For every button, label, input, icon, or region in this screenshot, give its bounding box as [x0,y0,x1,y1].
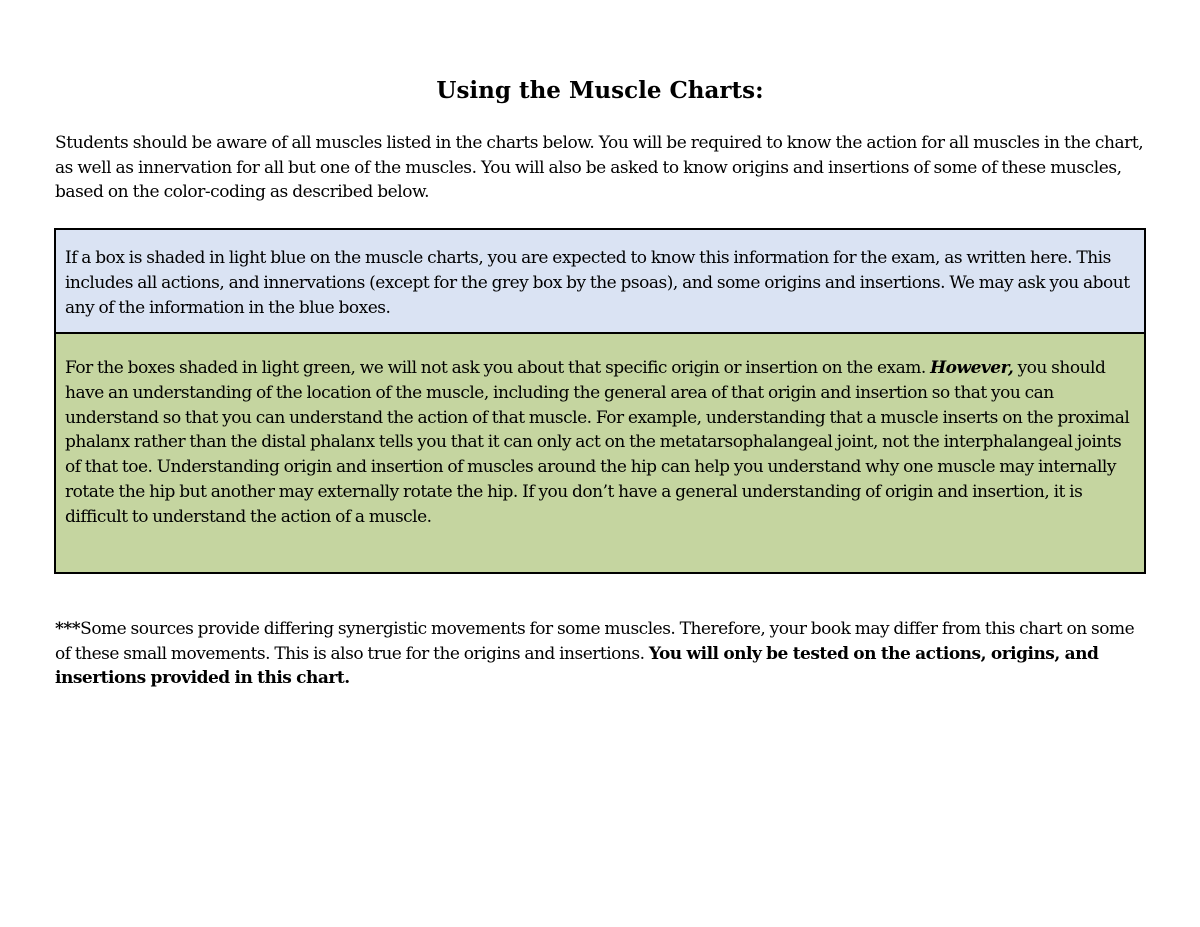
intro-paragraph: Students should be aware of all muscles listed in the charts below. You will be required to know the action for all muscles in the chart, as well as innervation for all but one of the muscles. You will also be asked to know origins and insertions of some of these muscles, based on the color-coding as described below. [55,133,1144,202]
green-box-text-after: you should have an understanding of the location of the muscle, including the general area of that origin and insertion so that you can understand so that you can understand the action of that muscle. For example, understanding that a muscle inserts on the proximal phalanx rather than the distal phalanx tells you that it can only act on the metatarsophalangeal joint, not the interphalangeal joints of that toe. Understanding origin and insertion of muscles around the hip can help you understand why one muscle may internally rotate the hip but another may externally rotate the hip. If you don’t have a general understanding of origin and insertion, it is difficult to understand the action of a muscle. [65,358,1130,527]
blue-box-text: If a box is shaded in light blue on the muscle charts, you are expected to know this information for the exam, as written here. This includes all actions, and innervations (except for the grey box by the psoas), and some origins and insertions. We may ask you about any of the information in the blue boxes. [65,248,1130,318]
page-title: Using the Muscle Charts: [436,77,764,104]
green-box-text-before: For the boxes shaded in light green, we will not ask you about that specific origin or insertion on the exam. [65,358,931,378]
green-box-emphasis: However, [930,358,1014,378]
note-paragraph [55,617,1150,691]
green-box-explanation [56,334,1144,572]
note-bold-statement: You will only be tested on the actions, origins, and insertions provided in this chart. [55,643,1099,688]
color-coding-legend [54,228,1146,574]
note-text: Some sources provide differing synergistic movements for some muscles. Therefore, your book may differ from this chart on some of these small movements. This is also true for the origins and insertions. [55,619,1135,664]
note-prefix: *** [55,619,81,639]
blue-box-explanation [56,230,1144,334]
